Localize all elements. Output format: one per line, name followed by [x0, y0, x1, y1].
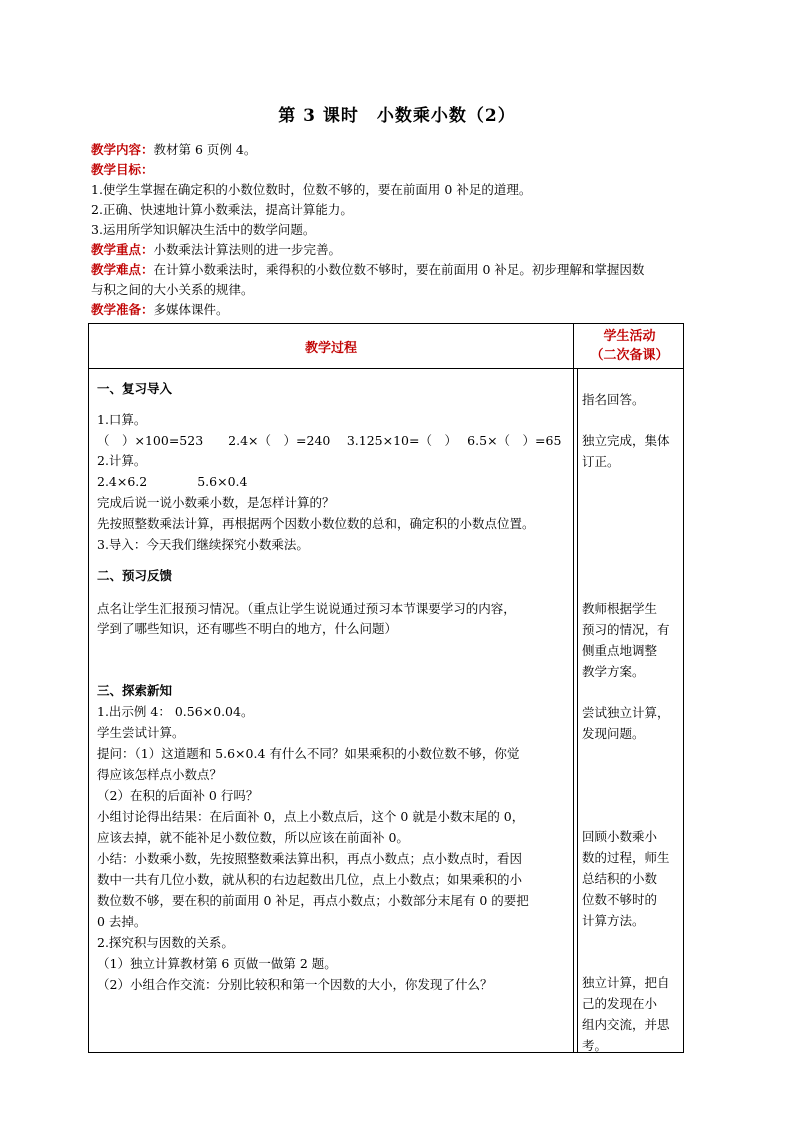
student-note-line: 己的发现在小	[582, 996, 658, 1011]
page-title: 第 3 课时 小数乘小数（2）	[278, 106, 516, 126]
content-text: 教材第 6 页例 4。	[153, 142, 257, 157]
process-line: 数位数不够，要在积的前面用 0 补足，再点小数点；小数部分末尾有 0 的要把	[97, 893, 529, 908]
content-label: 教学内容：	[91, 142, 154, 157]
lesson-meta	[91, 140, 691, 320]
process-line: 提问：（1）这道题和 5.6×0.4 有什么不同？如果乘积的小数位数不够，你觉	[97, 746, 520, 761]
student-note-line: 教师根据学生	[582, 601, 658, 616]
goal-item: 3.运用所学知识解决生活中的数学问题。	[91, 222, 316, 237]
activity-header	[574, 324, 685, 368]
content-row	[91, 140, 691, 160]
process-line: 学到了哪些知识，还有哪些不明白的地方，什么问题）	[97, 621, 398, 636]
student-note-line: 尝试独立计算，	[582, 705, 670, 720]
student-note-line: 位数不够时的	[582, 892, 658, 907]
student-note	[582, 702, 682, 744]
student-note-line: 计算方法。	[582, 913, 645, 928]
process-line: （1）独立计算教材第 6 页做一做第 2 题。	[97, 956, 337, 971]
difficulty-row-cont: 与积之间的大小关系的规律。	[91, 282, 254, 297]
process-line: （2）在积的后面补 0 行吗？	[97, 788, 259, 803]
process-line: 2.计算。	[97, 453, 147, 468]
section-heading: 三、探索新知	[97, 683, 173, 698]
section-heading: 二、预习反馈	[97, 568, 173, 583]
difficulty-label: 教学难点：	[91, 262, 154, 277]
process-line: 1.口算。	[97, 412, 147, 427]
prep-label: 教学准备：	[91, 302, 154, 317]
student-note-line: 回顾小数乘小	[582, 829, 658, 844]
activity-header-line: （二次备课）	[590, 348, 669, 363]
student-note	[582, 826, 682, 931]
process-line: （ ）×100=523 2.4×（ ）=240 3.125×10=（ ） 6.5×（ ）=65	[97, 433, 562, 448]
student-note	[582, 389, 682, 410]
process-line: 先按照整数乘法计算，再根据两个因数小数位数的总和，确定积的小数点位置。	[97, 516, 535, 531]
process-line: 数中一共有几位小数，就从积的右边起数出几位，点上小数点；如果乘积的小	[97, 872, 523, 887]
student-note-line: 总结积的小数	[582, 871, 658, 886]
difficulty-row	[91, 260, 691, 280]
goals-row	[91, 160, 691, 180]
prep-row	[91, 300, 691, 320]
process-line: 小组讨论得出结果：在后面补 0，点上小数点后，这个 0 就是小数末尾的 0，	[97, 809, 525, 824]
student-note	[582, 598, 682, 682]
lesson-table	[88, 323, 684, 1053]
process-line: 0 去掉。	[97, 914, 147, 929]
column-divider-inner	[577, 368, 578, 1052]
process-line: 应该去掉，就不能补足小数位数，所以应该在前面补 0。	[97, 830, 409, 845]
student-note	[582, 430, 682, 472]
goal-item: 2.正确、快速地计算小数乘法，提高计算能力。	[91, 202, 353, 217]
process-line: 1.出示例 4： 0.56×0.04。	[97, 704, 254, 719]
student-note-line: 考。	[582, 1038, 608, 1053]
process-line: 得应该怎样点小数点？	[97, 767, 223, 782]
process-line: 点名让学生汇报预习情况。（重点让学生说说通过预习本节课要学习的内容，	[97, 601, 516, 616]
column-divider	[573, 324, 574, 1052]
goals-label: 教学目标：	[91, 162, 154, 177]
student-note-line: 独立计算，把自	[582, 975, 670, 990]
section-heading: 一、复习导入	[97, 381, 173, 396]
process-line: 学生尝试计算。	[97, 725, 185, 740]
process-line: 完成后说一说小数乘小数，是怎样计算的？	[97, 495, 335, 510]
student-note-line: 预习的情况，有	[582, 622, 670, 637]
key-row	[91, 240, 691, 260]
process-line: （2）小组合作交流：分别比较积和第一个因数的大小，你发现了什么？	[97, 977, 493, 992]
student-note-line: 发现问题。	[582, 726, 645, 741]
key-label: 教学重点：	[91, 242, 154, 257]
goal-item: 1.使学生掌握在确定积的小数位数时，位数不够的，要在前面用 0 补足的道理。	[91, 182, 532, 197]
student-note	[582, 972, 682, 1056]
process-line: 3.导入：今天我们继续探究小数乘法。	[97, 537, 309, 552]
header-divider	[89, 368, 683, 369]
student-note-line: 独立完成，集体	[582, 433, 670, 448]
prep-text: 多媒体课件。	[153, 302, 229, 317]
student-note-line: 侧重点地调整	[582, 643, 658, 658]
activity-header-line: 学生活动	[603, 329, 656, 344]
student-note-line: 订正。	[582, 454, 620, 469]
key-text: 小数乘法计算法则的进一步完善。	[153, 242, 342, 257]
process-line: 小结：小数乘小数，先按照整数乘法算出积，再点小数点；点小数点时，看因	[97, 851, 523, 866]
student-note-line: 指名回答。	[582, 392, 645, 407]
difficulty-text: 在计算小数乘法时，乘得积的小数位数不够时，要在前面用 0 补足。初步理解和掌握因数	[153, 262, 645, 277]
student-note-line: 组内交流，并思	[582, 1017, 670, 1032]
process-line: 2.4×6.2 5.6×0.4	[97, 474, 248, 489]
student-note-line: 数的过程，师生	[582, 850, 670, 865]
process-header: 教学过程	[304, 340, 357, 356]
process-line: 2.探究积与因数的关系。	[97, 935, 234, 950]
student-note-line: 教学方案。	[582, 664, 645, 679]
